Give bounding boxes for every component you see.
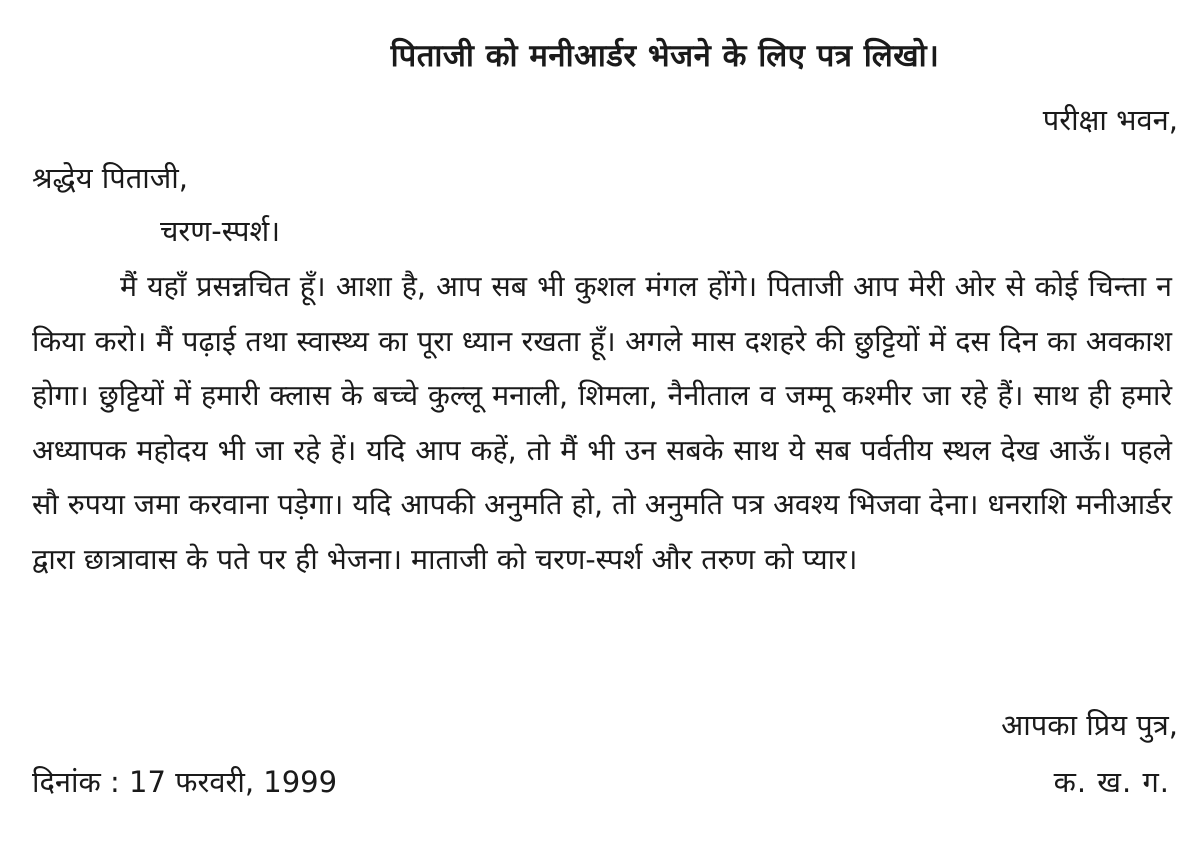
greeting: चरण-स्पर्श। xyxy=(160,214,281,248)
sign-off: आपका प्रिय पुत्र, xyxy=(1001,708,1178,742)
signature: क. ख. ग. xyxy=(1053,765,1170,799)
salutation: श्रद्धेय पिताजी, xyxy=(32,161,189,195)
letter-title: पिताजी को मनीआर्डर भेजने के लिए पत्र लिखो। xyxy=(390,38,940,74)
letter-body: मैं यहाँ प्रसन्नचित हूँ। आशा है, आप सब भी कुशल मंगल होंगे। पिताजी आप मेरी ओर से कोई चिन्ता न किया करो। मैं पढ़ाई तथा स्वास्थ्य का पूरा ध्यान रखता हूँ। अगले मास दशहरे की छुट्टियों में दस दिन का अवकाश होगा। छुट्टियों में हमारी क्लास के बच्चे कुल्लू मनाली, शिमला, नैनीताल व जम्मू कश्मीर जा रहे हैं। साथ ही हमारे अध्यापक महोदय भी जा रहे हें। यदि आप कहें, तो मैं भी उन सबके साथ ये सब पर्वतीय स्थल देख आऊँ। पहले सौ रुपया जमा करवाना पड़ेगा। यदि आपकी अनुमति हो, तो अनुमति पत्र अवश्य भिजवा देना। धनराशि मनीआर्डर द्वारा छात्रावास के पते पर ही भेजना। माताजी को चरण-स्पर्श और तरुण को प्यार। xyxy=(32,270,1172,576)
letter-date: दिनांक : 17 फरवरी, 1999 xyxy=(32,765,338,799)
sender-address: परीक्षा भवन, xyxy=(1042,103,1178,137)
